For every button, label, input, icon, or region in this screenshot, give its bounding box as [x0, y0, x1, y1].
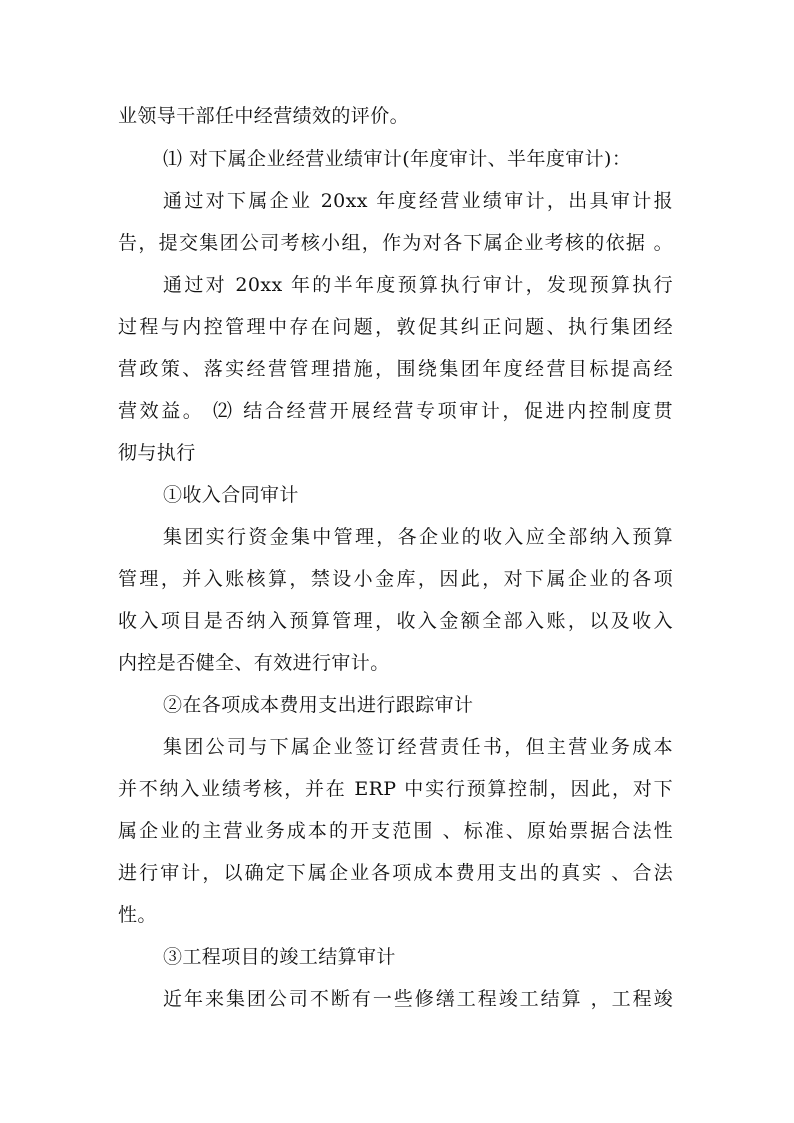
subsection-heading-2: ②在各项成本费用支出进行跟踪审计: [163, 694, 474, 716]
paragraph-line: 进行审计，以确定下属企业各项成本费用支出的真实 、合法: [118, 862, 673, 884]
section-heading-1: ⑴ 对下属企业经营业绩审计(年度审计、半年度审计)：: [163, 148, 632, 170]
paragraph-line: 集团公司与下属企业签订经营责任书，但主营业务成本: [163, 736, 673, 758]
paragraph-line: 性。: [118, 904, 157, 926]
paragraph-line: 属企业的主营业务成本的开支范围 、标准、原始票据合法性: [118, 820, 673, 842]
paragraph-line: 内控是否健全、有效进行审计。: [118, 652, 390, 674]
paragraph-line: 并不纳入业绩考核，并在 ERP 中实行预算控制，因此，对下: [118, 778, 673, 800]
paragraph-line: 营效益。 ⑵ 结合经营开展经营专项审计，促进内控制度贯: [118, 400, 673, 422]
paragraph-line: 集团实行资金集中管理，各企业的收入应全部纳入预算: [163, 526, 673, 548]
paragraph-line: 收入项目是否纳入预算管理，收入金额全部入账，以及收入: [118, 610, 673, 632]
paragraph-line: 通过对下属企业 20xx 年度经营业绩审计，出具审计报: [163, 190, 673, 212]
subsection-heading-3: ③工程项目的竣工结算审计: [163, 946, 396, 968]
paragraph-line: 告，提交集团公司考核小组，作为对各下属企业考核的依据 。: [118, 232, 673, 254]
paragraph-line: 过程与内控管理中存在问题，敦促其纠正问题、执行集团经: [118, 316, 673, 338]
paragraph-line: 营政策、落实经营管理措施，围绕集团年度经营目标提高经: [118, 358, 673, 380]
paragraph-line: 近年来集团公司不断有一些修缮工程竣工结算 ，工程竣: [163, 988, 673, 1010]
subsection-heading-1: ①收入合同审计: [163, 484, 299, 506]
paragraph-line: 管理，并入账核算，禁设小金库，因此，对下属企业的各项: [118, 568, 673, 590]
paragraph-line: 彻与执行: [118, 442, 196, 464]
paragraph-line: 业领导干部任中经营绩效的评价。: [118, 105, 410, 127]
paragraph-line: 通过对 20xx 年的半年度预算执行审计，发现预算执行: [163, 274, 673, 296]
